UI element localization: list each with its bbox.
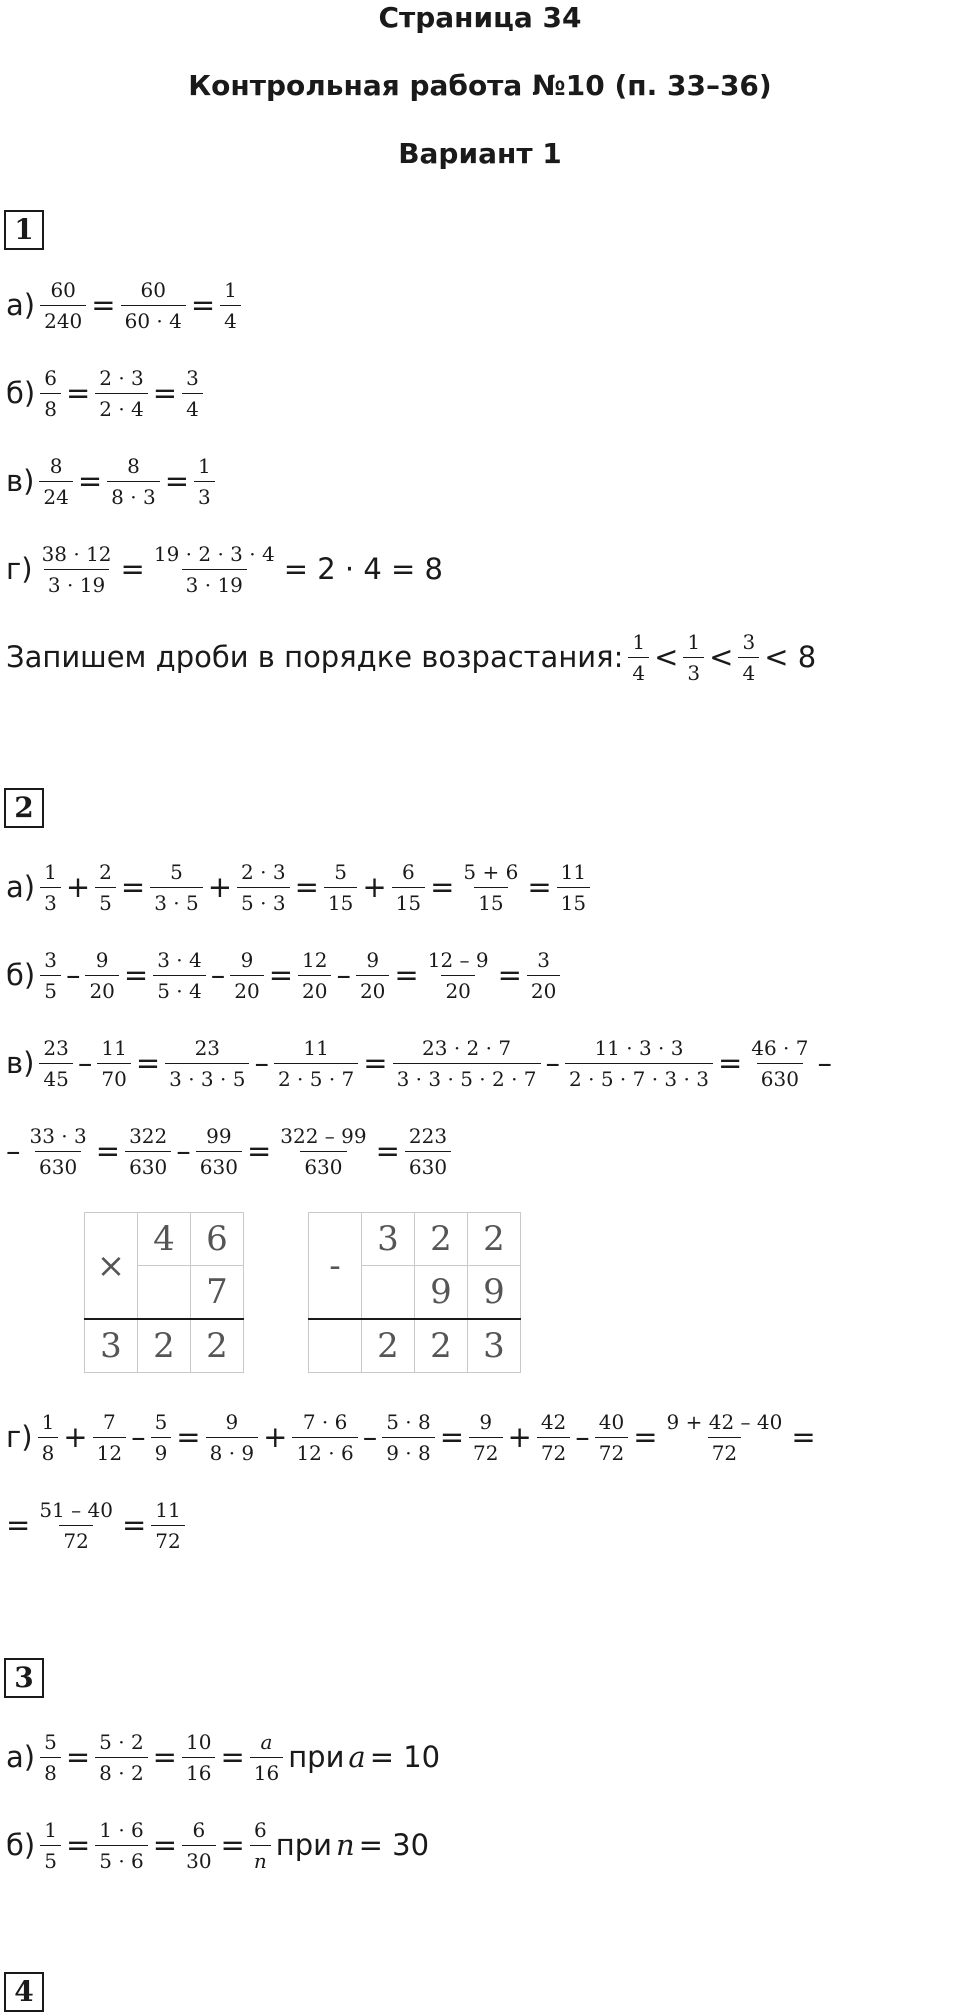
subtraction-table xyxy=(308,1212,521,1373)
fraction xyxy=(206,1410,259,1465)
fraction-numerator: 3 xyxy=(186,365,199,390)
fraction-denominator: 5 xyxy=(40,1845,61,1873)
fraction-numerator: 11 xyxy=(303,1035,329,1060)
fraction-numerator: 1 xyxy=(632,629,646,654)
math-text: – xyxy=(545,1046,561,1080)
fraction-numerator: 1 xyxy=(687,629,701,654)
fraction-denominator: 16 xyxy=(250,1757,283,1785)
task2-line-g-cont xyxy=(4,1480,188,1570)
math-text: а) xyxy=(6,1740,36,1774)
task1-line-g xyxy=(4,524,445,614)
math-text: – xyxy=(575,1420,590,1454)
fraction-numerator: 1 · 6 xyxy=(99,1817,144,1842)
math-text: г) xyxy=(6,552,33,586)
task-number-3: 3 xyxy=(4,1658,44,1698)
math-text: – xyxy=(131,1420,146,1454)
fraction-numerator: 3 xyxy=(44,947,57,972)
math-text: + xyxy=(63,1420,88,1454)
math-text: = xyxy=(791,1420,816,1454)
sub-cell: 9 xyxy=(415,1266,468,1320)
math-text: = xyxy=(77,464,103,498)
fraction xyxy=(85,948,118,1003)
fraction-denominator: 20 xyxy=(298,975,331,1003)
fraction-denominator: 2 · 5 · 7 xyxy=(274,1063,358,1091)
sub-result-cell: 3 xyxy=(468,1319,521,1373)
math-text: в) xyxy=(6,1046,35,1080)
fraction-numerator: 19 · 2 · 3 · 4 xyxy=(153,541,275,566)
fraction-numerator: 6 xyxy=(253,1817,267,1842)
math-text: а) xyxy=(6,288,36,322)
fraction xyxy=(230,948,263,1003)
fraction-numerator: 42 xyxy=(540,1409,567,1434)
math-variable: a xyxy=(348,1740,366,1774)
sub-result-cell: 2 xyxy=(362,1319,415,1373)
math-text: = xyxy=(152,376,178,410)
math-variable: n xyxy=(335,1828,355,1862)
fraction-denominator: 5 xyxy=(40,975,61,1003)
math-text: = xyxy=(527,870,552,904)
fraction-numerator: 10 xyxy=(185,1729,212,1754)
fraction-numerator: 1 xyxy=(198,453,211,478)
fraction xyxy=(196,1124,242,1179)
fraction-denominator: 72 xyxy=(469,1437,502,1465)
task-number-4: 4 xyxy=(4,1972,44,2012)
math-text: = xyxy=(65,376,91,410)
math-text: – xyxy=(254,1046,269,1080)
fraction-denominator: 630 xyxy=(196,1151,242,1179)
task2-line-g xyxy=(4,1392,818,1482)
math-text: = xyxy=(220,1740,245,1774)
fraction xyxy=(392,860,425,915)
fraction-denominator: 12 xyxy=(93,1437,126,1465)
fraction-numerator: 9 xyxy=(95,947,109,972)
fraction-denominator: 4 xyxy=(220,305,241,333)
fraction-denominator: 3 · 5 xyxy=(150,887,203,915)
fraction xyxy=(38,1410,59,1465)
math-text: – xyxy=(65,958,81,992)
math-text: = 10 xyxy=(369,1740,441,1774)
math-text: = xyxy=(633,1420,658,1454)
fraction xyxy=(151,1410,172,1465)
mult-result-cell: 2 xyxy=(138,1319,191,1373)
fraction xyxy=(95,1730,148,1785)
fraction-denominator: 8 · 3 xyxy=(107,481,160,509)
fraction xyxy=(292,1410,357,1465)
sub-result-cell xyxy=(309,1319,362,1373)
sub-cell: 2 xyxy=(415,1213,468,1266)
fraction xyxy=(125,1124,171,1179)
fraction xyxy=(40,366,61,421)
fraction-numerator: 2 · 3 xyxy=(241,859,286,884)
sub-sign: - xyxy=(309,1213,362,1320)
math-text: < 8 xyxy=(764,640,817,674)
fraction-denominator: 8 xyxy=(40,393,61,421)
fraction-numerator: 38 · 12 xyxy=(41,541,112,566)
fraction-denominator: 45 xyxy=(39,1063,72,1091)
math-text: = xyxy=(152,1828,178,1862)
fraction xyxy=(95,1818,148,1873)
fraction-numerator: 51 – 40 xyxy=(39,1497,113,1522)
math-text: = 30 xyxy=(358,1828,430,1862)
math-text: + xyxy=(263,1420,288,1454)
math-text: в) xyxy=(6,464,35,498)
fraction-numerator: 46 · 7 xyxy=(751,1035,809,1060)
sub-cell xyxy=(362,1266,415,1320)
fraction-numerator: 8 xyxy=(49,453,63,478)
fraction-denominator: 5 · 4 xyxy=(153,975,206,1003)
fraction xyxy=(93,1410,126,1465)
math-text: – xyxy=(336,958,351,992)
fraction xyxy=(565,1036,713,1091)
fraction-denominator: 72 xyxy=(537,1437,570,1465)
fraction-numerator: 7 · 6 xyxy=(302,1409,348,1434)
math-text: а) xyxy=(6,870,36,904)
math-text: = xyxy=(439,1420,465,1454)
fraction xyxy=(298,948,331,1003)
fraction xyxy=(424,948,493,1003)
math-text: б) xyxy=(6,1828,36,1862)
math-text: = xyxy=(120,870,146,904)
task3-line-b xyxy=(4,1800,431,1890)
fraction-denominator: 72 xyxy=(708,1437,741,1465)
mult-cell: 6 xyxy=(191,1213,244,1266)
math-text: – xyxy=(817,1046,832,1080)
fraction-denominator: 3 xyxy=(683,657,704,685)
fraction-denominator: 9 · 8 xyxy=(382,1437,435,1465)
math-text: + xyxy=(507,1420,532,1454)
fraction-denominator: 4 xyxy=(738,657,759,685)
fraction-denominator: 5 xyxy=(95,887,116,915)
mult-result-cell: 3 xyxy=(85,1319,138,1373)
fraction-numerator: 5 xyxy=(154,1409,168,1434)
fraction-denominator: 20 xyxy=(230,975,263,1003)
math-text: = xyxy=(135,1046,161,1080)
fraction-numerator: 2 · 3 xyxy=(99,365,144,390)
fraction-numerator: 9 xyxy=(479,1409,493,1434)
task2-line-b xyxy=(4,930,563,1020)
task2-line-a xyxy=(4,842,593,932)
fraction xyxy=(35,1498,117,1553)
fraction xyxy=(405,1124,451,1179)
fraction-denominator: 15 xyxy=(474,887,507,915)
math-text: = xyxy=(123,958,149,992)
fraction xyxy=(26,1124,91,1179)
fraction-numerator: 23 xyxy=(43,1035,69,1060)
math-text: + xyxy=(207,870,233,904)
fraction-numerator: 6 xyxy=(44,365,57,390)
fraction xyxy=(382,1410,435,1465)
fraction-numerator: 1 xyxy=(224,277,237,302)
fraction-denominator: 3 xyxy=(194,481,215,509)
fraction xyxy=(738,630,759,685)
fraction-denominator: 4 xyxy=(182,393,203,421)
fraction-numerator: 3 xyxy=(742,629,756,654)
fraction xyxy=(40,1730,61,1785)
fraction-denominator: 15 xyxy=(324,887,357,915)
fraction-numerator: 23 xyxy=(194,1035,221,1060)
math-text: б) xyxy=(6,958,36,992)
math-text: = xyxy=(394,958,419,992)
math-text: = xyxy=(190,288,216,322)
fraction-numerator: 5 + 6 xyxy=(463,859,519,884)
fraction xyxy=(537,1410,570,1465)
fraction xyxy=(459,860,522,915)
fraction-denominator: 3 xyxy=(40,887,61,915)
math-text: + xyxy=(65,870,91,904)
fraction-denominator: 630 xyxy=(300,1151,346,1179)
fraction-denominator: 2 · 5 · 7 · 3 · 3 xyxy=(565,1063,713,1091)
task1-order-line xyxy=(4,612,818,702)
fraction xyxy=(747,1036,812,1091)
fraction-numerator: 12 – 9 xyxy=(427,947,489,972)
fraction-denominator: 8 xyxy=(38,1437,59,1465)
fraction-numerator: 9 + 42 – 40 xyxy=(666,1409,783,1434)
fraction xyxy=(237,860,290,915)
fraction-denominator: 5 · 6 xyxy=(95,1845,148,1873)
fraction-numerator: 7 xyxy=(102,1409,116,1434)
sub-result-cell: 2 xyxy=(415,1319,468,1373)
fraction xyxy=(527,948,560,1003)
math-text: = xyxy=(268,958,293,992)
math-text: – xyxy=(77,1046,93,1080)
fraction-numerator: 99 xyxy=(206,1123,232,1148)
math-text: = xyxy=(717,1046,743,1080)
fraction xyxy=(165,1036,249,1091)
fraction xyxy=(250,1730,283,1785)
fraction-denominator: 15 xyxy=(392,887,425,915)
fraction-numerator: 5 xyxy=(334,859,347,884)
math-text: = xyxy=(294,870,319,904)
math-text: < xyxy=(654,640,679,674)
fraction xyxy=(250,1818,271,1873)
fraction-denominator: 12 · 6 xyxy=(292,1437,357,1465)
fraction-denominator: 72 xyxy=(151,1525,184,1553)
math-text: Запишем дроби в порядке возрастания: xyxy=(6,640,624,674)
fraction-numerator: a xyxy=(260,1729,273,1754)
fraction xyxy=(40,948,61,1003)
sub-cell: 9 xyxy=(468,1266,521,1320)
fraction xyxy=(663,1410,787,1465)
fraction-denominator: 2 · 4 xyxy=(95,393,148,421)
fraction-denominator: 20 xyxy=(441,975,474,1003)
fraction xyxy=(469,1410,502,1465)
math-text: = xyxy=(152,1740,177,1774)
fraction xyxy=(107,454,160,509)
fraction-numerator: 9 xyxy=(240,947,254,972)
fraction-denominator: 240 xyxy=(40,305,86,333)
fraction-denominator: 20 xyxy=(527,975,560,1003)
fraction-numerator: 11 xyxy=(560,859,587,884)
fraction-denominator: 15 xyxy=(557,887,590,915)
fraction-denominator: 24 xyxy=(39,481,72,509)
fraction xyxy=(182,1818,215,1873)
fraction xyxy=(182,1730,215,1785)
fraction-numerator: 2 xyxy=(99,859,112,884)
fraction-numerator: 40 xyxy=(598,1409,625,1434)
fraction xyxy=(95,366,148,421)
fraction-denominator: 630 xyxy=(35,1151,81,1179)
math-text: = xyxy=(6,1508,31,1542)
fraction xyxy=(194,454,215,509)
fraction-numerator: 11 xyxy=(155,1497,181,1522)
fraction-numerator: 5 xyxy=(44,1729,57,1754)
fraction-denominator: 8 · 9 xyxy=(206,1437,259,1465)
fraction xyxy=(38,542,116,597)
fraction-numerator: 6 xyxy=(192,1817,206,1842)
math-text: = xyxy=(430,870,455,904)
fraction xyxy=(40,860,61,915)
math-text: = xyxy=(121,1508,147,1542)
multiplication-table xyxy=(84,1212,244,1373)
fraction-numerator: 11 xyxy=(101,1035,127,1060)
math-text: = xyxy=(95,1134,121,1168)
fraction xyxy=(220,278,241,333)
math-text: < xyxy=(709,640,734,674)
task2-line-v-cont xyxy=(4,1106,454,1196)
sub-cell: 3 xyxy=(362,1213,415,1266)
math-text: = xyxy=(375,1134,400,1168)
mult-cell xyxy=(138,1266,191,1320)
mult-result-cell: 2 xyxy=(191,1319,244,1373)
fraction-denominator: 16 xyxy=(182,1757,215,1785)
fraction-numerator: 223 xyxy=(408,1123,448,1148)
math-text: – xyxy=(210,958,226,992)
fraction-denominator: 630 xyxy=(757,1063,803,1091)
task-number-2: 2 xyxy=(4,788,44,828)
fraction-numerator: 33 · 3 xyxy=(29,1123,87,1148)
fraction-denominator: 3 · 19 xyxy=(182,569,247,597)
fraction-denominator: 3 · 3 · 5 · 2 · 7 xyxy=(393,1063,541,1091)
fraction xyxy=(324,860,357,915)
fraction-numerator: 1 xyxy=(44,1817,57,1842)
fraction xyxy=(683,630,704,685)
fraction xyxy=(150,542,279,597)
math-text: = xyxy=(363,1046,388,1080)
math-text: + xyxy=(362,870,387,904)
fraction-numerator: 1 xyxy=(41,1409,55,1434)
fraction xyxy=(121,278,186,333)
fraction xyxy=(557,860,590,915)
fraction xyxy=(40,1818,61,1873)
fraction-denominator: 630 xyxy=(405,1151,451,1179)
fraction-numerator: 5 xyxy=(170,859,183,884)
fraction-numerator: 8 xyxy=(127,453,140,478)
fraction xyxy=(39,454,72,509)
fraction-denominator: 20 xyxy=(356,975,389,1003)
fraction xyxy=(356,948,389,1003)
fraction xyxy=(182,366,203,421)
fraction-numerator: 9 xyxy=(366,947,380,972)
fraction-numerator: 322 – 99 xyxy=(280,1123,367,1148)
task-number-1: 1 xyxy=(4,210,44,250)
math-text: = xyxy=(497,958,522,992)
fraction xyxy=(276,1124,370,1179)
fraction-numerator: 5 · 8 xyxy=(386,1409,431,1434)
fraction-denominator: 3 · 3 · 5 xyxy=(165,1063,249,1091)
fraction-numerator: 11 · 3 · 3 xyxy=(594,1035,684,1060)
math-text: б) xyxy=(6,376,36,410)
task1-line-a xyxy=(4,260,244,350)
fraction-denominator: 8 · 2 xyxy=(95,1757,148,1785)
mult-cell: 7 xyxy=(191,1266,244,1320)
fraction xyxy=(150,860,203,915)
fraction-denominator: 4 xyxy=(628,657,649,685)
fraction xyxy=(40,278,86,333)
fraction-denominator: 3 · 19 xyxy=(44,569,109,597)
math-text: при xyxy=(275,1828,332,1862)
test-title: Контрольная работа №10 (п. 33–36) xyxy=(188,69,772,102)
math-text: при xyxy=(288,1740,345,1774)
task1-line-b xyxy=(4,348,206,438)
fraction xyxy=(97,1036,130,1091)
fraction-denominator: 630 xyxy=(125,1151,171,1179)
page-title: Страница 34 xyxy=(378,1,582,34)
fraction-numerator: 12 xyxy=(302,947,328,972)
fraction xyxy=(628,630,649,685)
fraction-denominator: 70 xyxy=(97,1063,130,1091)
fraction xyxy=(153,948,206,1003)
fraction-denominator: 60 · 4 xyxy=(121,305,186,333)
fraction-numerator: 60 xyxy=(140,277,166,302)
math-text: = 2 · 4 = 8 xyxy=(283,552,443,586)
fraction xyxy=(151,1498,184,1553)
fraction-numerator: 1 xyxy=(44,859,57,884)
fraction-denominator: 5 · 3 xyxy=(237,887,290,915)
math-text: = xyxy=(65,1740,91,1774)
math-text: = xyxy=(246,1134,272,1168)
task3-line-a xyxy=(4,1712,442,1802)
math-text: = xyxy=(120,552,145,586)
fraction xyxy=(274,1036,358,1091)
fraction-denominator: 72 xyxy=(59,1525,92,1553)
math-text: = xyxy=(164,464,190,498)
fraction-denominator: 30 xyxy=(182,1845,215,1873)
task1-line-v xyxy=(4,436,218,526)
fraction xyxy=(39,1036,72,1091)
fraction xyxy=(595,1410,628,1465)
fraction-denominator: 20 xyxy=(85,975,118,1003)
fraction-numerator: 60 xyxy=(50,277,76,302)
fraction-numerator: 5 · 2 xyxy=(99,1729,144,1754)
math-text: = xyxy=(91,288,116,322)
fraction xyxy=(393,1036,541,1091)
fraction-numerator: 6 xyxy=(402,859,415,884)
fraction-numerator: 322 xyxy=(129,1123,168,1148)
fraction-denominator: 8 xyxy=(40,1757,61,1785)
variant-title: Вариант 1 xyxy=(398,137,562,170)
math-text: – xyxy=(176,1134,191,1168)
fraction-denominator: 9 xyxy=(151,1437,172,1465)
sub-cell: 2 xyxy=(468,1213,521,1266)
mult-cell: 4 xyxy=(138,1213,191,1266)
task2-line-v xyxy=(4,1018,834,1108)
fraction-numerator: 23 · 2 · 7 xyxy=(422,1035,512,1060)
fraction-numerator: 3 · 4 xyxy=(157,947,202,972)
math-text: = xyxy=(65,1828,91,1862)
fraction-numerator: 3 xyxy=(537,947,551,972)
math-text: = xyxy=(176,1420,201,1454)
fraction-numerator: 9 xyxy=(225,1409,239,1434)
math-text: – xyxy=(362,1420,378,1454)
mult-sign: × xyxy=(85,1213,138,1320)
fraction-denominator: n xyxy=(250,1845,271,1873)
math-text: – xyxy=(6,1134,21,1168)
fraction xyxy=(95,860,116,915)
fraction-denominator: 72 xyxy=(595,1437,628,1465)
math-text: г) xyxy=(6,1420,33,1454)
math-text: = xyxy=(220,1828,245,1862)
